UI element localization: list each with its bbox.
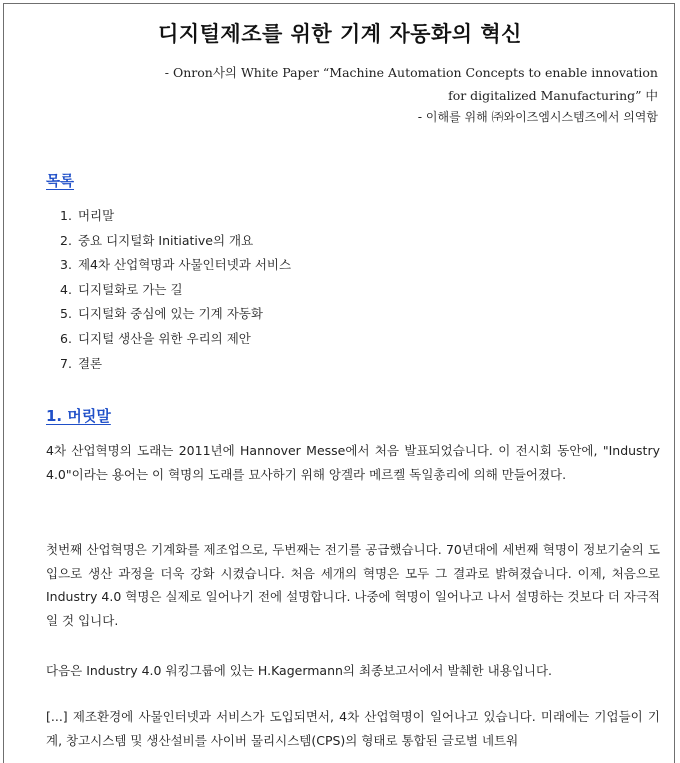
table-of-contents	[60, 204, 291, 376]
toc-item-number: 4.	[60, 281, 72, 297]
body-paragraph: 첫번째 산업혁명은 기계화를 제조업으로, 두번째는 전기를 공급했습니다. 70년대에 세번째 혁명이 정보기술의 도입으로 생산 과정을 더욱 강화 시켰습니다. 처음 세개의 혁명은 모두 그 결과로 밝혀졌습니다. 이제, 처음으로 Industry 4.0 혁명은 실제로 일어나기 전에 설명합니다. 나중에 혁명이 일어나고 나서 설명하는 것보다 더 자극적일 것 입니다.	[46, 542, 660, 628]
toc-item-label: 제4차 산업혁명과 사물인터넷과 서비스	[77, 257, 292, 273]
toc-item-label: 결론	[77, 355, 103, 371]
attribution-line: for digitalized Manufacturing” 中	[448, 88, 658, 103]
document-title: 디지털제조를 위한 기계 자동화의 혁신	[158, 22, 522, 46]
toc-item-label: 디지털 생산을 위한 우리의 제안	[77, 330, 251, 346]
translator-note: - 이해를 위해 ㈜와이즈엠시스템즈에서 의역함	[417, 110, 658, 124]
toc-item[interactable]	[60, 253, 291, 278]
toc-item[interactable]	[60, 352, 291, 377]
toc-item-number: 6.	[60, 330, 72, 346]
attribution-line: - Onron사의 White Paper “Machine Automation Concepts to enable innovation	[164, 65, 658, 80]
body-paragraph: [...] 제조환경에 사물인터넷과 서비스가 도입되면서, 4차 산업혁명이 일어나고 있습니다. 미래에는 기업들이 기계, 창고시스템 및 생산설비를 사이버 물리시스템(CPS)의 형태로 통합된 글로벌 네트워	[46, 709, 660, 748]
section-heading[interactable]: 1. 머릿말	[46, 407, 111, 425]
toc-item-label: 디지털화로 가는 길	[77, 281, 183, 297]
toc-item[interactable]	[60, 278, 291, 303]
toc-heading[interactable]: 목록	[46, 174, 75, 190]
toc-item-number: 5.	[60, 306, 72, 322]
toc-item[interactable]	[60, 302, 291, 327]
toc-item-label: 디지털화 중심에 있는 기계 자동화	[77, 306, 263, 322]
toc-item[interactable]	[60, 204, 291, 229]
body-paragraph: 다음은 Industry 4.0 워킹그룹에 있는 H.Kagermann의 최종보고서에서 발췌한 내용입니다.	[46, 663, 553, 678]
toc-item-label: 중요 디지털화 Initiative의 개요	[77, 232, 254, 248]
body-paragraph: 4차 산업혁명의 도래는 2011년에 Hannover Messe에서 처음 발표되었습니다. 이 전시회 동안에, "Industry 4.0"이라는 용어는 이 혁명의 도래를 묘사하기 위해 앙겔라 메르켈 독일총리에 의해 만들어졌다.	[46, 443, 660, 482]
toc-item-number: 7.	[60, 355, 72, 371]
toc-item-number: 3.	[60, 257, 72, 273]
toc-item[interactable]	[60, 229, 291, 254]
toc-item-number: 2.	[60, 232, 72, 248]
toc-item-number: 1.	[60, 208, 72, 223]
toc-item-label: 머리말	[77, 208, 115, 223]
toc-item[interactable]	[60, 327, 291, 352]
